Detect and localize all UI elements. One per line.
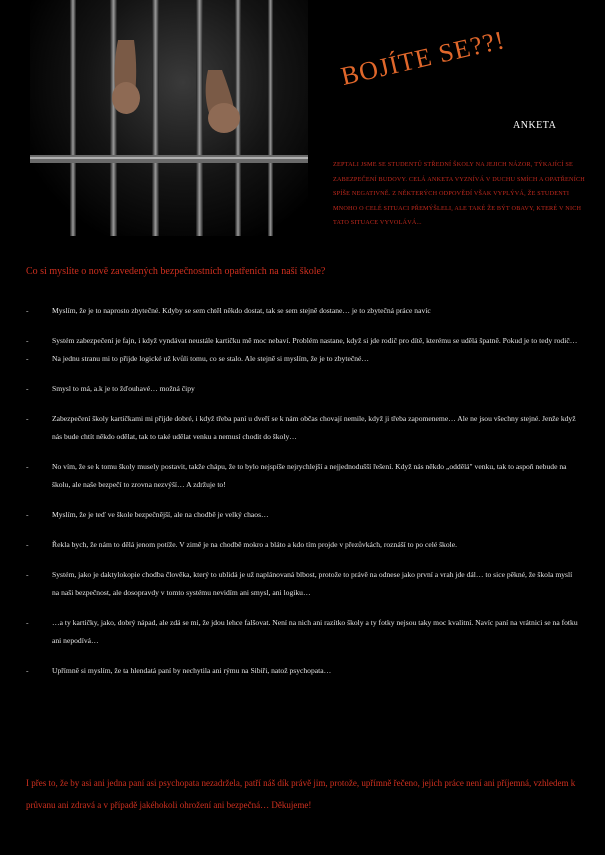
answer-item: - Upřímně si myslím, že ta hlendatá paní by nechytila ani rýmu na Sibiři, natož psychopata… — [26, 662, 579, 680]
page-title: BOJÍTE SE??! — [338, 25, 508, 92]
answer-item: - …a ty kartičky, jako, dobrý nápad, ale zdá se mi, že jdou lehce falšovat. Není na nich ani razítko školy a ty fotky nejsou taky moc kvalitní. Navíc paní na vrátnici se na fotku ani nepodívá… — [26, 614, 579, 650]
answer-item: - Řekla bych, že nám to dělá jenom potíže. V zimě je na chodbě mokro a bláto a kdo tím projde v přezůvkách, roznáší to po celé škole. — [26, 536, 579, 554]
answer-item: - Na jednu stranu mi to přijde logické už kvůli tomu, co se stalo. Ale stejně si myslím, že je to zbytečné… — [26, 350, 579, 368]
prison-bars-photo — [30, 0, 308, 236]
conclusion-paragraph: I přes to, že by asi ani jedna paní asi psychopata nezadržela, patří náš dík právě jim, protože, upřímně řečeno, jejich práce není ani příjemná, vzhledem k průvanu ani zdravá a v případě jakéhokoli ohrožení ani bezpečná… Děkujeme! — [26, 778, 576, 810]
answer-list — [26, 302, 579, 680]
hands-on-bars-icon — [30, 0, 308, 236]
intro-paragraph: ZEPTALI JSME SE STUDENTŮ STŘEDNÍ ŠKOLY NA JEJICH NÁZOR, TÝKAJÍCÍ SE ZABEZPEČENÍ BUDOVY. CELÁ ANKETA VYZNÍVÁ V DUCHU SMÍCH A OPATŘENÍCH SPÍŠE NEGATIVNĚ. Z NĚKTERÝCH ODPOVĚDÍ VŠAK VYPLÝVÁ, ŽE STUDENTI MNOHO O CELÉ SITUACI PŘEMÝŠLELI, ALE TAKÉ ŽE BÝT OBAVY, KTERÉ V NICH TATO SITUACE VYVOLÁVÁ... — [333, 161, 585, 226]
answer-item: - Myslím, že je to naprosto zbytečné. Kdyby se sem chtěl někdo dostat, tak se sem stejně dostane… je to zbytečná práce navíc — [26, 302, 579, 320]
answer-item: - Smysl to má, a.k je to žďouhavé… možná čipy — [26, 380, 579, 398]
survey-question: Co si myslíte o nově zavedených bezpečnostních opatřeních na naší škole? — [26, 266, 326, 277]
section-label: ANKETA — [513, 120, 557, 131]
answer-item: - Systém, jako je daktylokopie chodba člověka, který to ublidá je už naplánovaná blbost, protože to právě na odnese jako první a vrah jde dál… to sice pěkné, že škola myslí na naši bezpečnost, ale dosopravdy v tomto systému nevidím ani smysl, ani logiku… — [26, 566, 579, 602]
answer-item: - Zabezpečení školy kartičkami mi přijde dobré, i když třeba paní u dveří se k nám občas chovají nemile, když ji třeba zapomeneme… Ale ne jsou všechny stejné. Jenže když nás bude chtít někdo odělat, tak to také udělat venku a nemusí chodit do školy… — [26, 410, 579, 446]
answer-item: - Systém zabezpečení je fajn, i když vyndávat neustále kartičku mě moc nebaví. Problém nastane, když si jde rodič pro dítě, kterému se udělá špatně. Pokud je to tedy rodič… — [26, 332, 579, 350]
answer-item: - No vím, že se k tomu školy musely postavit, takže chápu, že to bylo nejspíše nejrychlejší a nejjednodušší řešení. Když nás někdo „oddělá" venku, tak to aspoň nebude na školu, ale naše bezpečí to zrovna nezvýší… A zdržuje to! — [26, 458, 579, 494]
answer-item: - Myslím, že je teď ve škole bezpečnější, ale na chodbě je velký chaos… — [26, 506, 579, 524]
